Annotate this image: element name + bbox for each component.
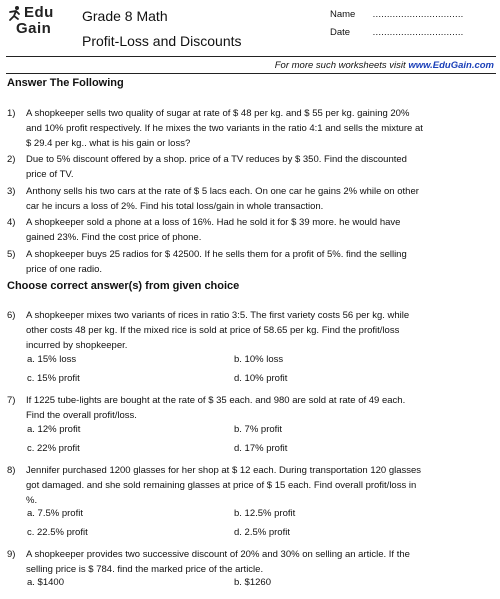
- promo-text: For more such worksheets visit: [274, 60, 409, 71]
- question-text: A shopkeeper sold a phone at a loss of 16%. Had he sold it for $ 39 more. he would have gained 23%. Find the cost price of phone.: [26, 217, 401, 243]
- option-d[interactable]: d. 2.5% profit: [234, 527, 290, 538]
- promo-line: [275, 60, 494, 71]
- question-4: [7, 215, 495, 247]
- question-text: A shopkeeper mixes two variants of rices in ratio 3:5. The first variety costs 56 per kg. while other costs 48 per kg. If the mixed rice is sold at price of 58.65 per kg. Find the profit/loss incurred by shopkeeper.: [26, 310, 410, 351]
- question-text: Anthony sells his two cars at the rate of $ 5 lacs each. On one car he gains 2% while on other car he incurs a loss of 2%. Find his total loss/gain in whole transaction.: [26, 186, 419, 212]
- question-8: [7, 463, 495, 509]
- logo-text-bottom: Gain: [16, 20, 52, 37]
- option-a[interactable]: a. 12% profit: [27, 424, 81, 435]
- promo-link[interactable]: www.EduGain.com: [408, 60, 494, 71]
- option-a[interactable]: a. 15% loss: [27, 354, 77, 365]
- worksheet-header: [0, 0, 500, 56]
- question-number: 9): [7, 549, 16, 560]
- question-text: If 1225 tube-lights are bought at the rate of $ 35 each. and 980 are sold at rate of 49 each. Find the overall profit/loss.: [26, 395, 406, 421]
- question-number: 6): [7, 310, 16, 321]
- question-2: [7, 152, 495, 184]
- option-c[interactable]: c. 22% profit: [27, 443, 80, 454]
- header-divider: [6, 56, 496, 57]
- question-number: 8): [7, 465, 16, 476]
- question-text: Due to 5% discount offered by a shop. price of a TV reduces by $ 350. Find the discounted price of TV.: [26, 154, 407, 180]
- worksheet-grade: Grade 8 Math: [82, 8, 168, 24]
- option-b[interactable]: b. $1260: [234, 577, 271, 588]
- section-title-answer: Answer The Following: [7, 77, 124, 89]
- name-label: Name: [330, 9, 356, 20]
- question-9: [7, 547, 495, 579]
- question-number: 3): [7, 186, 16, 197]
- option-a[interactable]: a. 7.5% profit: [27, 508, 83, 519]
- question-number: 4): [7, 217, 16, 228]
- date-field: [330, 27, 464, 38]
- question-number: 1): [7, 108, 16, 119]
- question-text: Jennifer purchased 1200 glasses for her shop at $ 12 each. During transportation 120 glasses got damaged. and she sold remaining glasses at price of $ 15 each. Find overall profit/loss in %.: [26, 465, 422, 506]
- question-number: 5): [7, 249, 16, 260]
- worksheet-topic: Profit-Loss and Discounts: [82, 33, 242, 49]
- section-title-choice: Choose correct answer(s) from given choice: [7, 280, 240, 292]
- option-a[interactable]: a. $1400: [27, 577, 64, 588]
- question-7: [7, 393, 495, 425]
- question-6: [7, 308, 495, 354]
- edugain-logo: [6, 4, 66, 46]
- name-field: [330, 9, 464, 20]
- question-number: 2): [7, 154, 16, 165]
- date-label: Date: [330, 27, 351, 38]
- question-3: [7, 184, 495, 216]
- option-d[interactable]: d. 10% profit: [234, 373, 288, 384]
- option-c[interactable]: c. 22.5% profit: [27, 527, 88, 538]
- date-blank: ................................: [372, 27, 464, 38]
- option-b[interactable]: b. 12.5% profit: [234, 508, 296, 519]
- promo-divider: [6, 73, 496, 74]
- logo-text-top: Edu: [24, 4, 54, 21]
- name-blank: ................................: [372, 9, 464, 20]
- option-d[interactable]: d. 17% profit: [234, 443, 288, 454]
- question-5: [7, 247, 495, 279]
- option-c[interactable]: c. 15% profit: [27, 373, 80, 384]
- question-text: A shopkeeper provides two successive discount of 20% and 30% on selling an article. If the selling price is $ 784. find the marked price of the article.: [26, 549, 410, 575]
- option-b[interactable]: b. 10% loss: [234, 354, 284, 365]
- question-text: A shopkeeper buys 25 radios for $ 42500. If he sells them for a profit of 5%. find the selling price of one radio.: [26, 249, 407, 275]
- question-1: [7, 106, 495, 152]
- option-b[interactable]: b. 7% profit: [234, 424, 283, 435]
- question-number: 7): [7, 395, 16, 406]
- question-text: A shopkeeper sells two quality of sugar at rate of $ 48 per kg. and $ 55 per kg. gaining 20% and 10% profit respectively. If he mixes the two variants in the ratio 4:1 and sells the mixture at $ 29.4 per kg.. what is his gain or loss?: [26, 108, 423, 149]
